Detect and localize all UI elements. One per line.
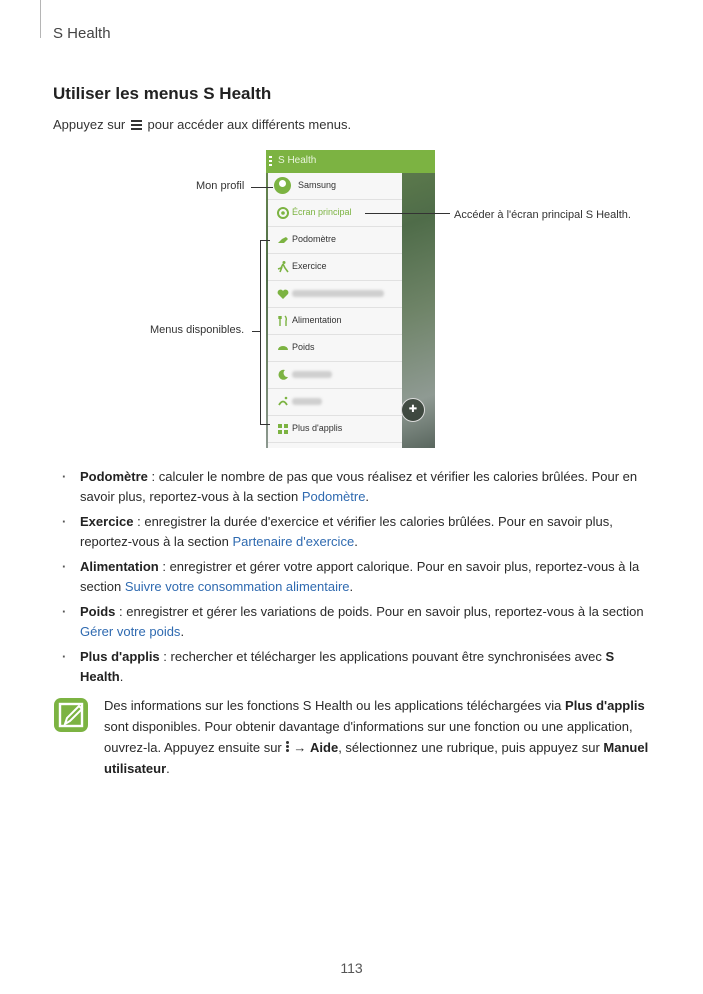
drawer-item-food[interactable] [268,308,402,335]
list-item [80,602,656,642]
drawer-item-weight[interactable] [268,335,402,362]
bullet-text: : enregistrer la durée d'exercice et vérifier les calories brûlées. Pour en savoir plus, reportez-vous à la section [80,514,613,549]
list-item [80,512,656,552]
bullet-text: : enregistrer et gérer les variations de poids. Pour en savoir plus, reportez-vous à la section [115,604,644,619]
app-bar-title: S Health [278,155,317,166]
note-part: sont disponibles. Pour obtenir davantage d'informations sur une fonction ou une application, ouvrez-la. Appuyez ensuite sur [104,719,633,755]
blurred-label [292,398,322,405]
link-podometre[interactable]: Podomètre [301,489,366,504]
callout-line-menus [252,331,260,332]
bullet-term: Exercice [80,514,134,529]
drawer-item-label: Samsung [298,180,337,190]
intro-after: pour accéder aux différents menus. [147,117,352,132]
apps-grid-icon [276,422,290,436]
fork-knife-icon [276,314,290,328]
intro-text [53,117,351,132]
drawer-item-heart[interactable] [268,281,402,308]
intro-before: Appuyez sur [53,117,126,132]
note-bold: Aide [310,740,339,755]
bullet-text: : rechercher et télécharger les applications pouvant être synchronisées avec [159,649,606,664]
link-partenaire-exercice[interactable]: Partenaire d'exercice [232,534,355,549]
heart-icon [276,287,290,301]
stress-icon [276,395,290,409]
blurred-label [292,371,332,378]
drawer-item-profile[interactable] [268,173,402,200]
note-part: , sélectionnez une rubrique, puis appuyez sur [338,740,604,755]
drawer-item-label: Alimentation [292,315,342,325]
drawer-item-stress[interactable] [268,389,402,416]
callout-line-home [365,213,450,214]
note-bold: Plus d'applis [565,698,645,713]
note-part: Des informations sur les fonctions S Health ou les applications téléchargées via [104,698,566,713]
drawer-menu-icon[interactable] [269,156,273,168]
bracket-top [260,240,270,241]
drawer-item-label: Plus d'applis [292,423,343,433]
section-title: Utiliser les menus S Health [53,84,272,103]
moon-icon [276,368,290,382]
running-icon [276,260,290,274]
callout-line-profile [251,187,273,188]
phone-screenshot [266,150,435,448]
home-icon [276,206,290,220]
list-item [80,557,656,597]
drawer-item-sleep[interactable] [268,362,402,389]
bullet-term: Poids [80,604,116,619]
bullet-end: . [354,534,358,549]
menu-icon [131,120,142,131]
note-icon [54,698,88,732]
note-bold: Manuel utilisateur [104,740,649,776]
drawer-item-more-apps[interactable] [268,416,402,443]
bracket-bottom [260,424,270,425]
bullet-end: . [349,579,354,594]
add-icon[interactable]: ✚ [401,398,425,422]
drawer-item-pedometer[interactable] [268,227,402,254]
bullet-bold-tail: S Health [80,649,615,684]
callout-profile: Mon profil [196,180,245,192]
note-arrow: → [293,740,311,755]
list-item [80,467,656,507]
features-list [80,467,656,692]
header-title: S Health [53,25,111,42]
link-consommation-alimentaire[interactable]: Suivre votre consommation alimentaire [124,579,350,594]
bullet-end: . [119,669,124,684]
page-number: 113 [340,960,363,976]
list-item [80,647,656,687]
scale-icon [276,341,290,355]
profile-avatar-icon [274,177,291,194]
note-text [104,695,664,779]
drawer-item-label: Podomètre [292,234,337,244]
navigation-drawer [268,173,402,448]
drawer-item-label: Exercice [292,261,327,271]
bracket-vertical [260,240,261,425]
callout-home: Accéder à l'écran principal S Health. [454,209,631,221]
bullet-end: . [365,489,370,504]
bullet-term: Podomètre [80,469,148,484]
note-end: . [166,761,170,776]
bullet-term: Plus d'applis [80,649,160,664]
bullet-term: Alimentation [80,559,159,574]
bullet-text: : enregistrer et gérer votre apport calorique. Pour en savoir plus, reportez-vous à la section [80,559,640,594]
link-gerer-poids[interactable]: Gérer votre poids [80,624,181,639]
header-rule [40,0,41,38]
bullet-end: . [180,624,185,639]
more-options-icon [286,741,290,753]
blurred-label [292,290,384,297]
shoe-icon [276,233,290,247]
bullet-text: : calculer le nombre de pas que vous réalisez et vérifier les calories brûlées. Pour en savoir plus, reportez-vous à la section [80,469,638,504]
drawer-item-exercise[interactable] [268,254,402,281]
drawer-item-label: Écran principal [292,207,352,217]
app-bar [266,150,435,173]
callout-menus: Menus disponibles. [150,324,245,336]
drawer-item-label: Poids [292,342,315,352]
